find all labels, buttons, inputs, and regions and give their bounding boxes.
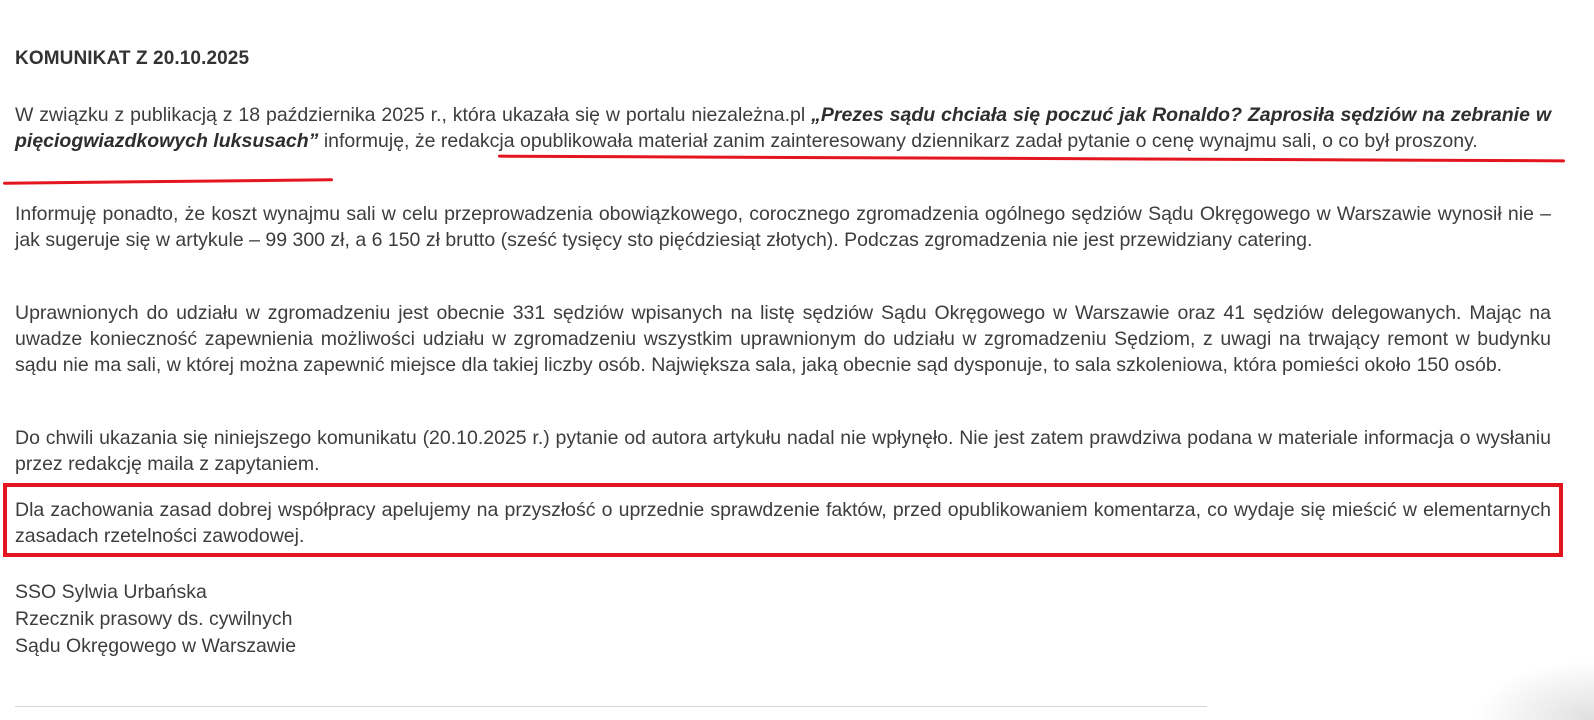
red-highlight-box xyxy=(3,483,1563,557)
corner-shadow xyxy=(1474,660,1594,720)
divider-line xyxy=(15,706,1207,707)
signature-name: SSO Sylwia Urbańska xyxy=(15,581,207,603)
paragraph-cost: Informuję ponadto, że koszt wynajmu sali w celu przeprowadzenia obowiązkowego, corocznego zgromadzenia ogólnego sędziów Sądu Okręgowego w Warszawie wynosił nie – jak sugeruje się w artykule – 99 300 zł, a 6 150 zł brutto (sześć tysięcy sto pięćdziesiąt złotych). Podczas zgromadzenia nie jest przewidziany catering. xyxy=(15,203,1551,251)
paragraph-publication-lead: W związku z publikacją z 18 października 2025 r., która ukazała się w portalu niezależna.pl xyxy=(15,104,812,126)
signature-role: Rzecznik prasowy ds. cywilnych xyxy=(15,608,293,630)
paragraph-judges: Uprawnionych do udziału w zgromadzeniu jest obecnie 331 sędziów wpisanych na listę sędziów Sądu Okręgowego w Warszawie oraz 41 sędziów delegowanych. Mając na uwadze konieczność zapewnienia możliwości udziału w zgromadzeniu wszystkim uprawnionym do udziału w zgromadzeniu Sędziom, z uwagi na trwający remont w budynku sądu nie ma sali, w której można zapewnić miejsce dla takiej liczby osób. Największa sala, jaką obecnie sąd dysponuje, to sala szkoleniowa, która pomieści około 150 osób. xyxy=(15,302,1551,376)
paragraph-publication xyxy=(15,102,1551,154)
paragraph-appeal: Dla zachowania zasad dobrej współpracy apelujemy na przyszłość o uprzednie sprawdzenie faktów, przed opublikowaniem komentarza, co wydaje się mieścić w elementarnych zasadach rzetelności zawodowej. xyxy=(15,499,1551,547)
red-underline-first xyxy=(498,155,1565,163)
red-underline-second xyxy=(3,178,333,184)
article-title-quote: „Prezes sądu chciała się poczuć jak Ronaldo? Zaprosiła sędziów na zebranie w pięciogwiazdkowych luksusach” xyxy=(15,104,1551,152)
signature-block xyxy=(15,579,296,660)
signature-court: Sądu Okręgowego w Warszawie xyxy=(15,635,297,657)
paragraph-publication-rest: informuję, że redakcja opublikowała materiał zanim zainteresowany dziennikarz zadał pytanie o cenę wynajmu sali, o co był proszony. xyxy=(318,130,1478,152)
document-title: KOMUNIKAT Z 20.10.2025 xyxy=(15,48,250,69)
paragraph-no-question: Do chwili ukazania się niniejszego komunikatu (20.10.2025 r.) pytanie od autora artykułu nadal nie wpłynęło. Nie jest zatem prawdziwa podana w materiale informacja o wysłaniu przez redakcję maila z zapytaniem. xyxy=(15,427,1551,475)
